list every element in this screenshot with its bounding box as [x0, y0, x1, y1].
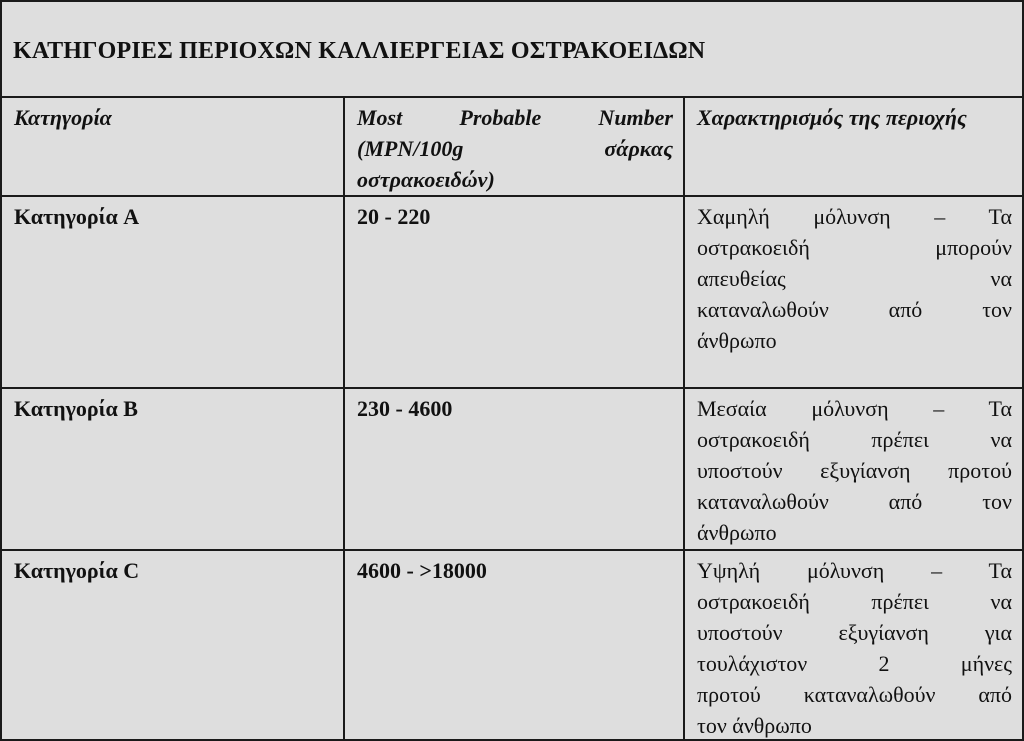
mpn-range: 4600 - >18000	[357, 558, 487, 583]
characterization-cell	[684, 550, 1022, 741]
header-row	[2, 98, 1022, 196]
header-mpn-line-3: οστρακοειδών)	[357, 167, 495, 192]
category-label: Κατηγορία C	[14, 558, 140, 583]
characterization-line: οστρακοειδή μπορούν	[697, 235, 1012, 260]
characterization-line: Μεσαία μόλυνση – Τα	[697, 396, 1012, 421]
characterization-cell	[684, 388, 1022, 550]
characterization-line: προτού καταναλωθούν από	[697, 682, 1012, 707]
mpn-range: 230 - 4600	[357, 396, 453, 421]
characterization-line: υποστούν εξυγίανση προτού	[697, 458, 1012, 483]
categories-table	[2, 98, 1022, 741]
header-category-label: Κατηγορία	[14, 105, 112, 130]
table-row	[2, 388, 1022, 550]
category-cell	[2, 196, 344, 388]
category-label: Κατηγορία A	[14, 204, 140, 229]
header-characterization	[684, 98, 1022, 196]
header-characterization-label: Χαρακτηρισμός της περιοχής	[697, 105, 967, 130]
mpn-range-cell	[344, 388, 684, 550]
header-mpn-line-1: Most Probable Number	[357, 105, 673, 130]
mpn-range-cell	[344, 196, 684, 388]
table-row	[2, 196, 1022, 388]
table-title: ΚΑΤΗΓΟΡΙΕΣ ΠΕΡΙΟΧΩΝ ΚΑΛΛΙΕΡΓΕΙΑΣ ΟΣΤΡΑΚΟΕΙΔΩΝ	[13, 38, 706, 64]
characterization-line: άνθρωπο	[697, 520, 777, 545]
characterization-line: Χαμηλή μόλυνση – Τα	[697, 204, 1012, 229]
header-category	[2, 98, 344, 196]
category-cell	[2, 550, 344, 741]
header-mpn-line-2: (MPN/100g σάρκας	[357, 136, 673, 161]
characterization-line: Υψηλή μόλυνση – Τα	[697, 558, 1012, 583]
mpn-range: 20 - 220	[357, 204, 431, 229]
characterization-line: άνθρωπο	[697, 328, 777, 353]
header-mpn	[344, 98, 684, 196]
characterization-line: απευθείας να	[697, 266, 1012, 291]
category-label: Κατηγορία B	[14, 396, 138, 421]
category-cell	[2, 388, 344, 550]
table-row	[2, 550, 1022, 741]
mpn-range-cell	[344, 550, 684, 741]
title-row	[2, 2, 1022, 98]
characterization-line: καταναλωθούν από τον	[697, 489, 1012, 514]
characterization-line: οστρακοειδή πρέπει να	[697, 589, 1012, 614]
characterization-line: τουλάχιστον 2 μήνες	[697, 651, 1012, 676]
characterization-line: τον άνθρωπο	[697, 713, 812, 738]
characterization-line: υποστούν εξυγίανση για	[697, 620, 1012, 645]
characterization-line: οστρακοειδή πρέπει να	[697, 427, 1012, 452]
characterization-line: καταναλωθούν από τον	[697, 297, 1012, 322]
characterization-cell	[684, 196, 1022, 388]
